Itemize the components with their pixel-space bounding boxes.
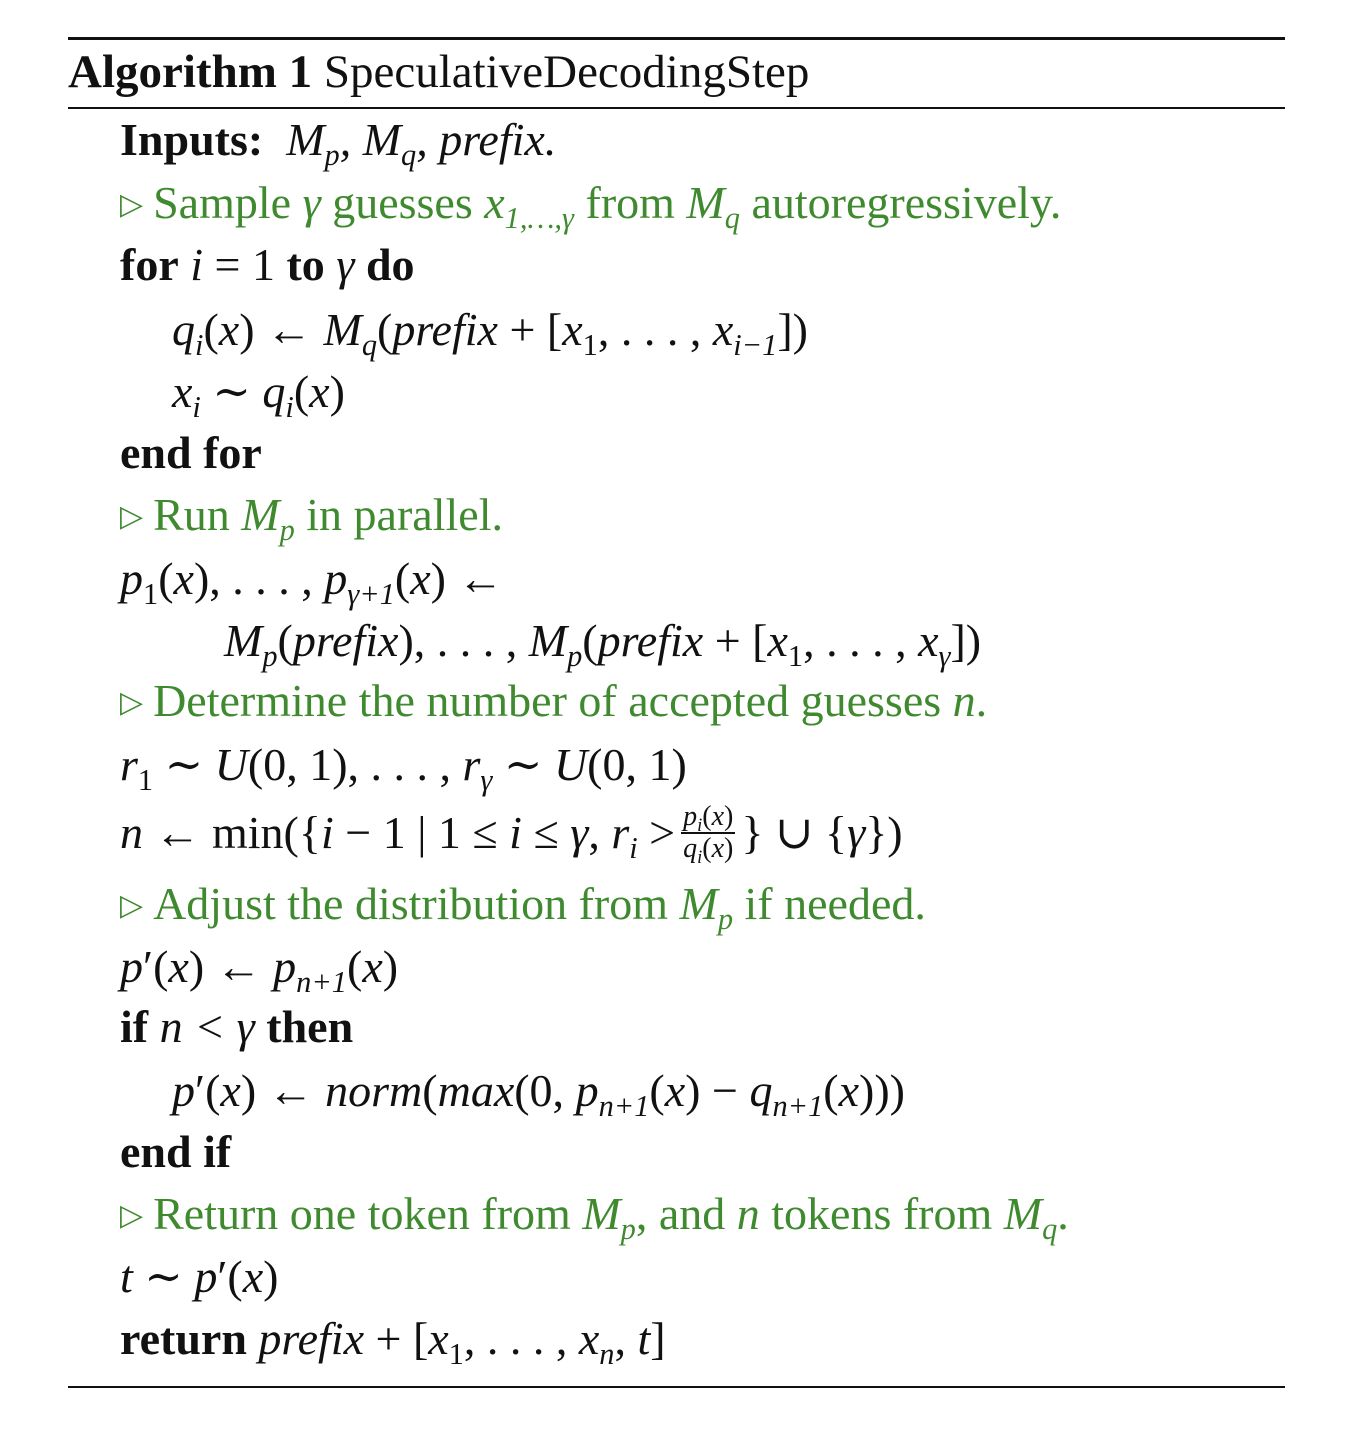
q-assign-line: $q_i(x)$ ← $M_q(prefix + [x_1$, . . . , $x_{i-1}$]) [172, 304, 808, 362]
bottom-rule [68, 1386, 1285, 1388]
if-keyword: if [120, 1001, 149, 1052]
comment-adjust-distribution: ▷ Adjust the distribution from $M_p$ if needed. [120, 878, 926, 936]
end-for-line: end for [120, 427, 262, 478]
t-sample-line: t ∼ p′(x) [120, 1251, 279, 1302]
gamma-symbol: γ [336, 239, 355, 290]
r-sample-line: $r_1$ ∼ U(0, 1), . . . , $r_\gamma$ ∼ U(0, 1) [120, 739, 687, 797]
return-line: return prefix + [$x_1$, . . . , $x_n$, t] [120, 1313, 666, 1371]
do-keyword: do [365, 239, 415, 290]
inputs-line [120, 112, 557, 172]
for-expr: i = 1 [190, 239, 275, 290]
ratio-fraction: $\frac{p_i(x)}{q_i(x)}$ [683, 801, 734, 868]
comment-sample-guesses [120, 175, 1061, 237]
comment-text: Sample [153, 177, 292, 228]
comment-triangle-icon: ▷ [120, 188, 144, 221]
for-keyword: for [120, 239, 179, 290]
to-keyword: to [286, 239, 325, 290]
comment-math: $M_q$ [686, 177, 740, 235]
end-if-line: end if [120, 1126, 232, 1177]
p-prime-assign-line: p′(x) ← $p_{n+1}(x)$ [120, 941, 399, 999]
comment-triangle-icon: ▷ [120, 686, 144, 719]
p-assign-line: $p_1(x)$, . . . , $p_{\gamma+1}(x)$ ← [120, 553, 504, 611]
inputs-vars: $M_p$, $M_q$, prefix. [274, 114, 557, 172]
x-sample-line: $x_i$ ∼ $q_i(x)$ [172, 366, 345, 424]
if-line [120, 999, 353, 1055]
algorithm-label: Algorithm 1 [68, 46, 313, 98]
then-keyword: then [266, 1001, 354, 1052]
n-assign-line: n ← min({i − 1 | 1 ≤ i ≤ γ, $r_i$ > $\frac{p_i(x)}{q_i(x)}$ } ∪ {γ}) [120, 801, 903, 868]
comment-math: $x_{1,\dots,\gamma}$ [484, 177, 574, 235]
for-line [120, 237, 415, 293]
algorithm-title [68, 42, 809, 102]
p-assign-continued: $M_p(prefix)$, . . . , $M_p(prefix + [x_1$, . . . , $x_\gamma$]) [224, 615, 982, 673]
inputs-keyword: Inputs: [120, 114, 264, 165]
comment-run-parallel: ▷ Run $M_p$ in parallel. [120, 489, 503, 547]
comment-text: from [585, 177, 675, 228]
comment-triangle-icon: ▷ [120, 1199, 144, 1232]
comment-triangle-icon: ▷ [120, 500, 144, 533]
top-rule [68, 37, 1285, 40]
algorithm-name: SpeculativeDecodingStep [323, 46, 810, 98]
if-condition: n < γ [159, 1001, 255, 1052]
return-keyword: return [120, 1313, 247, 1364]
comment-text: guesses [332, 177, 473, 228]
header-rule [68, 107, 1285, 109]
comment-determine-n: ▷ Determine the number of accepted guesses n. [120, 673, 987, 735]
comment-triangle-icon: ▷ [120, 889, 144, 922]
comment-text: autoregressively. [751, 177, 1062, 228]
comment-return-tokens: ▷ Return one token from $M_p$, and n tokens from $M_q$. [120, 1188, 1069, 1246]
p-prime-norm-line: p′(x) ← norm(max(0, $p_{n+1}(x) - q_{n+1}(x)$)) [172, 1065, 906, 1123]
comment-math: γ [302, 177, 321, 228]
